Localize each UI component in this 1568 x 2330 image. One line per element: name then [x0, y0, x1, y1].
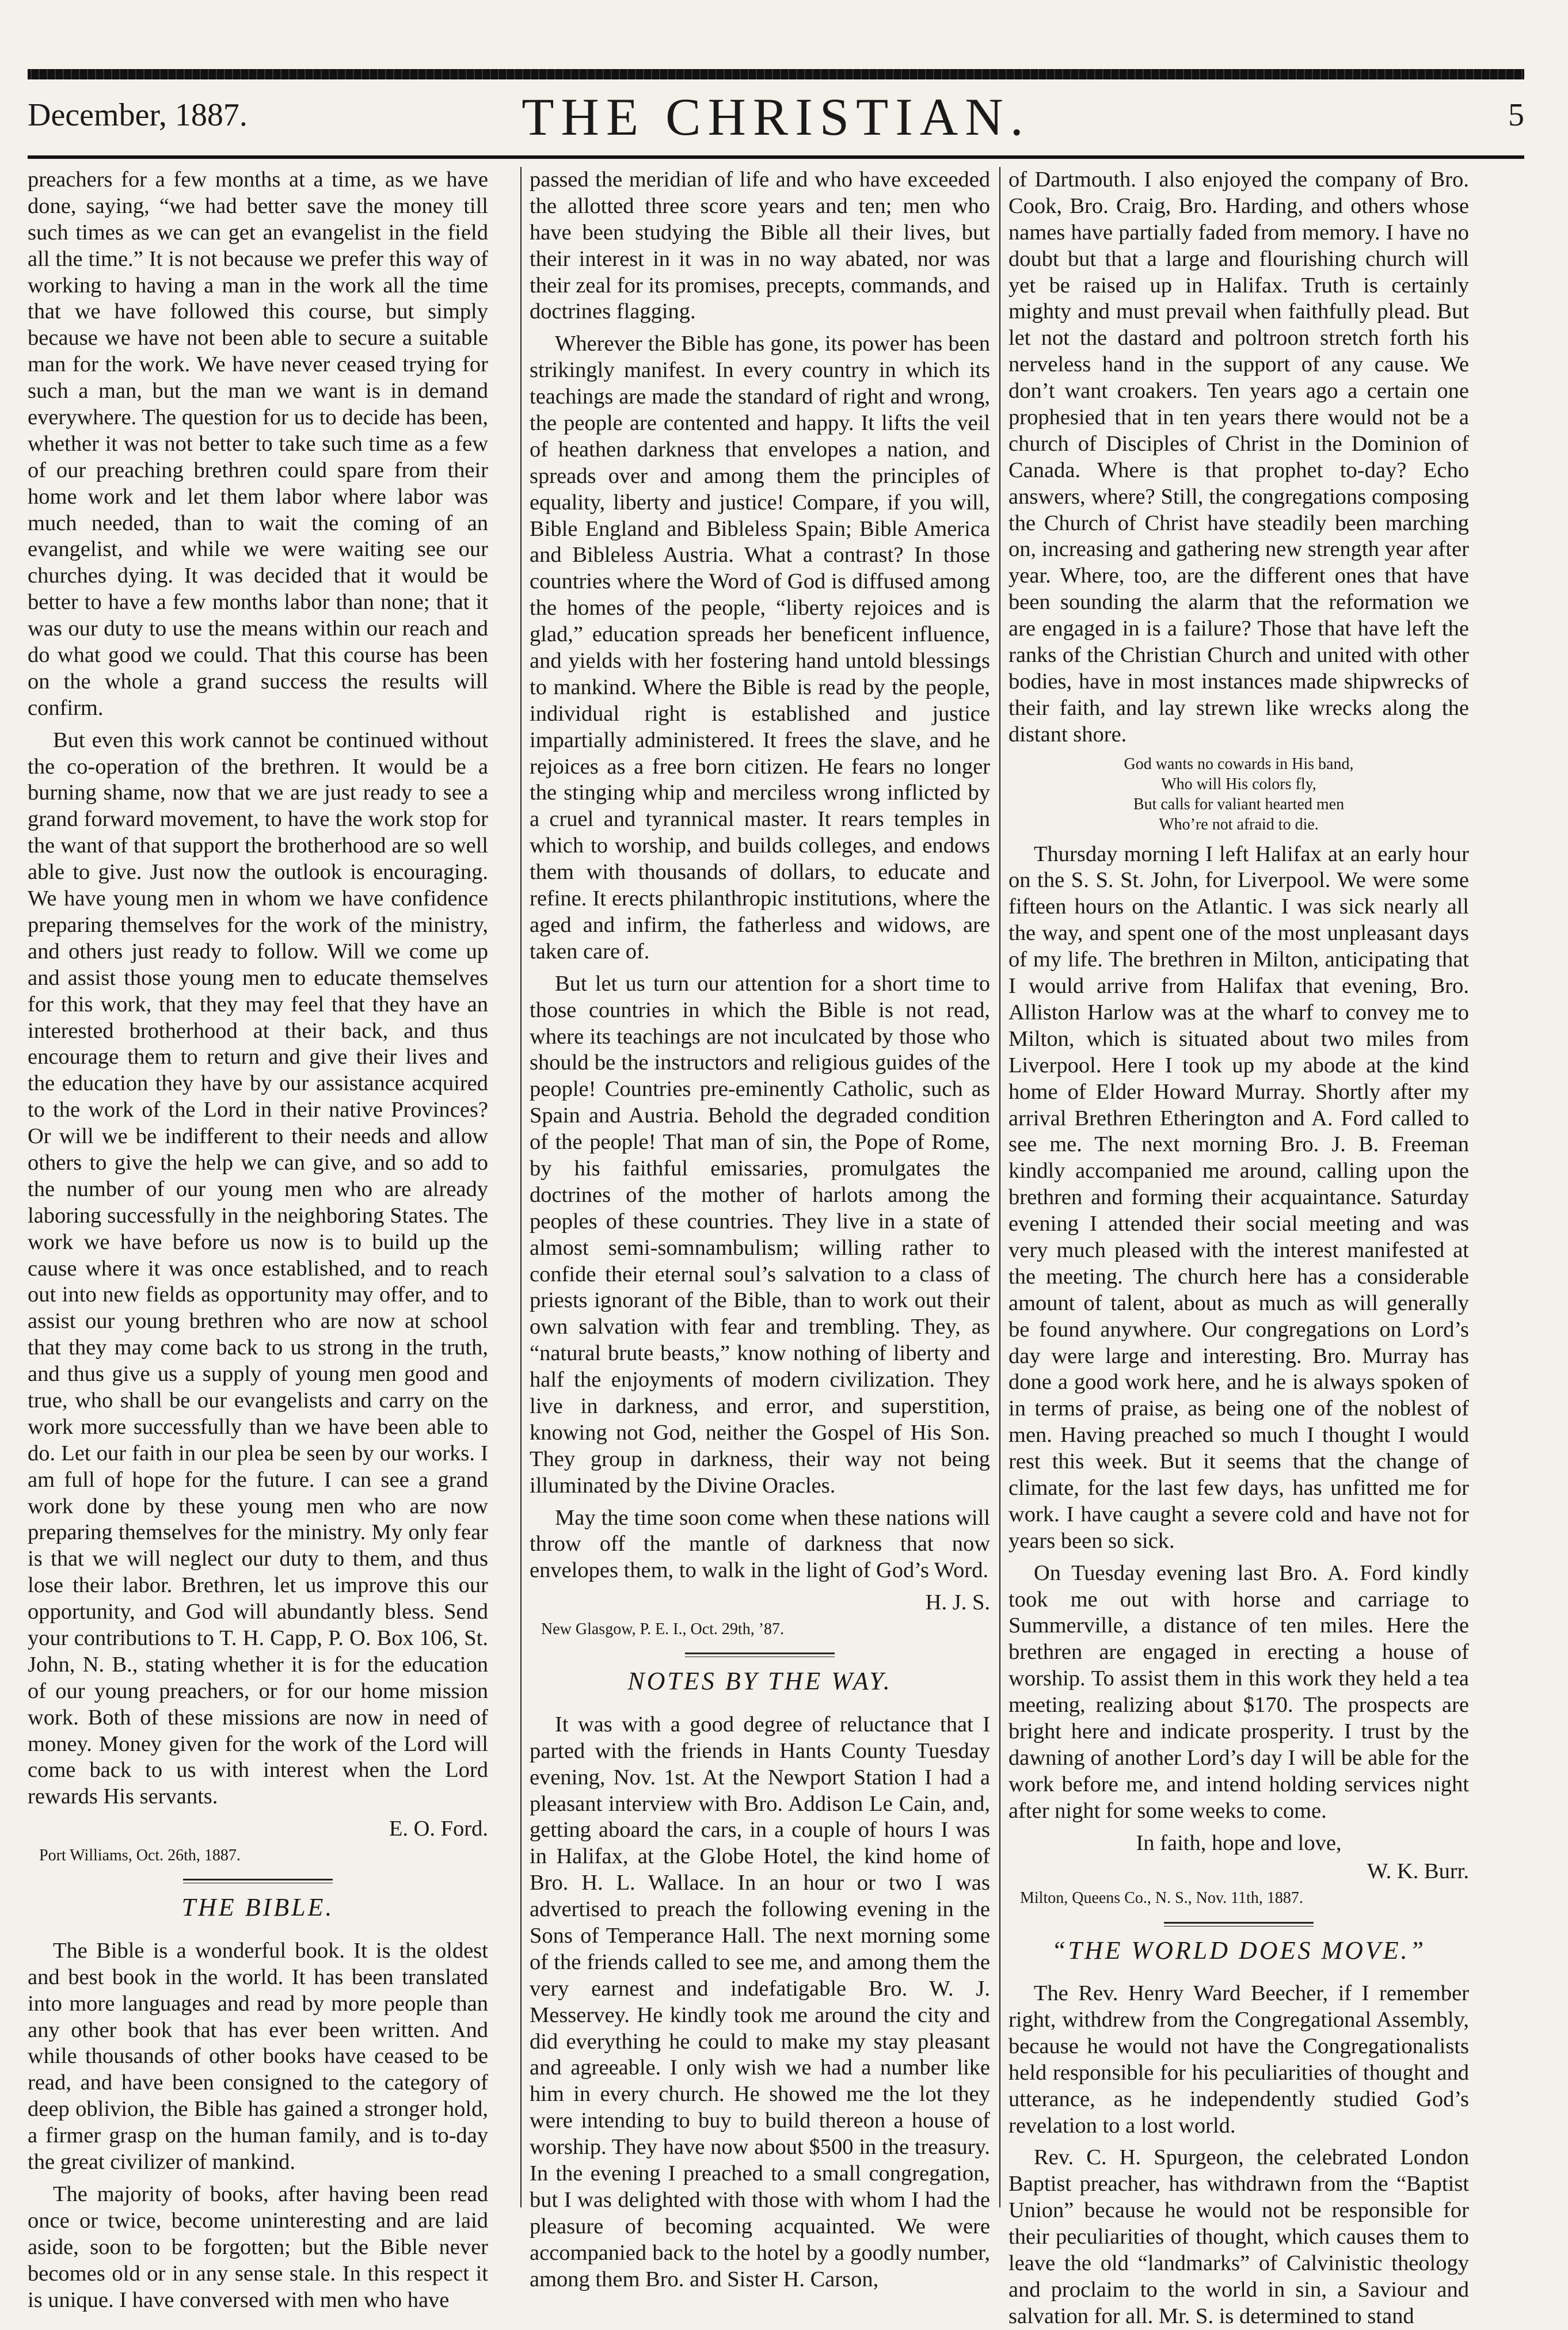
article-paragraph: The majority of books, after having been read once or twice, become uninteresting and are laid aside, soon to be forgotten; but the Bible never becomes old or in any sense stale. In this respect it is unique. I have conversed with men who have: [28, 2181, 488, 2312]
dateline: New Glasgow, P. E. I., Oct. 29th, ’87.: [541, 1620, 785, 1639]
author-initials: H. J. S.: [925, 1590, 990, 1615]
section-title: NOTES BY THE WAY.: [627, 1667, 892, 1696]
verse-line: Who will His colors fly,: [1161, 775, 1316, 793]
article-paragraph: passed the meridian of life and who have exceeded the allotted three score years and ten; men who have been studying the Bible all their lives, but their interest in it was in no way abated, nor was their zeal for its promises, precepts, commands, and doctrines flagging.: [530, 167, 990, 324]
header-date: December, 1887.: [28, 97, 248, 133]
header-rule: [28, 155, 1524, 159]
section-title: “THE WORLD DOES MOVE.”: [1051, 1936, 1426, 1964]
column-1: [28, 167, 488, 2312]
article-paragraph: Wherever the Bible has gone, its power has been strikingly manifest. In every country in which its teachings are made the standard of right and wrong, the people are contented and happy. It lifts the veil of heathen darkness that envelopes a nation, and spreads over and among them the principles of equality, liberty and justice! Compare, if you will, Bible England and Bibleless Spain; Bible America and Bibleless Austria. What a contrast? In those countries where the Word of God is diffused among the homes of the people, “liberty rejoices and is glad,” education spreads her beneficent influence, and yields with her fostering hand untold blessings to mankind. Where the Bible is read by the people, individual right is established and justice impartially administered. It frees the slave, and he rejoices as a free born citizen. He fears no longer the stinging whip and merciless wrong inflicted by a cruel and tyrannical master. It rears temples in which to worship, and builds colleges, and endows them with thousands of dollars, to educate and refine. It erects philanthropic institutions, where the aged and infirm, the fatherless and widows, are taken care of.: [530, 332, 990, 964]
verse-line: Who’re not afraid to die.: [1159, 815, 1319, 833]
article-paragraph: preachers for a few months at a time, as we have done, saying, “we had better save the money till such times as we can get an evangelist in the field all the time.” It is not because we prefer this way of working to having a man in the work all the time that we have followed this course, but simply because we have not been able to secure a suitable man for the work. We have never ceased trying for such a man, but the man we want is in demand everywhere. The question for us to decide has been, whether it was not better to take such time as a few of our preaching brethren could spare from their home work and let them labor where labor was much needed, than to wait the coming of an evangelist, and while we were waiting see our churches dying. It was decided that it would be better to have a few months labor than none; that it was our duty to use the means within our reach and do what good we could. That this course has been on the whole a grand success the results will confirm.: [28, 167, 488, 720]
article-paragraph: But let us turn our attention for a short time to those countries in which the Bible is not read, where its teachings are not inculcated by those who should be the instructors and religious guides of the people! Countries pre-eminently Catholic, such as Spain and Austria. Behold the degraded condition of the people! That man of sin, the Pope of Rome, by his faithful emissaries, promulgates the doctrines of the mother of harlots among the peoples of these countries. They live in a state of almost semi-somnambulism; willing rather to confide their eternal soul’s salvation to a class of priests ignorant of the Bible, than to work out their own salvation with fear and trembling. They, as “natural brute beasts,” know nothing of liberty and half the enjoyments of modern civilization. They live in darkness, and error, and superstition, knowing not God, neither the Gospel of His Son. They group in darkness, their way not being illuminated by the Divine Oracles.: [530, 971, 990, 1498]
article-paragraph: On Tuesday evening last Bro. A. Ford kindly took me out with horse and carriage to Summerville, a distance of ten miles. Here the brethren are engaged in erecting a house of worship. To assist them in this work they held a tea meeting, realizing about $170. The prospects are bright here and indicate prosperity. I trust by the dawning of another Lord’s day I will be able for the work before me, and intend holding services night after night for some weeks to come.: [1008, 1560, 1469, 1823]
verse-line: But calls for valiant hearted men: [1133, 795, 1345, 813]
article-paragraph: May the time soon come when these nations will throw off the mantle of darkness that now envelopes them, to walk in the light of God’s Word.: [530, 1505, 990, 1583]
article-paragraph: Thursday morning I left Halifax at an early hour on the S. S. St. John, for Liverpool. We were some fifteen hours on the Atlantic. I was sick nearly all the way, and spent one of the most unpleasant days of my life. The brethren in Milton, anticipating that I would arrive from Halifax that evening, Bro. Alliston Harlow was at the wharf to convey me to Milton, which is situated about two miles from Liverpool. Here I took up my abode at the kind home of Elder Howard Murray. Shortly after my arrival Brethren Etherington and A. Ford called to see me. The next morning Bro. J. B. Freeman kindly accompanied me around, calling upon the brethren and forming their acquaintance. Saturday evening I attended their social meeting and was very much pleased with the interest manifested at the meeting. The church here has a considerable amount of talent, about as much as will generally be found anywhere. Our congregations on Lord’s day were large and interesting. Bro. Murray has done a good work here, and he is always spoken of in terms of praise, as being one of the noblest of men. Having preached so much I thought I would rest this week. But it seems that the change of climate, for the last few days, has unfitted me for work. I have caught a severe cold and have not for years been so sick.: [1008, 842, 1469, 1553]
publication-title: THE CHRISTIAN.: [522, 87, 1030, 146]
article-paragraph: The Bible is a wonderful book. It is the oldest and best book in the world. It has been translated into more languages and read by more people than any other book that has ever been written. And while thousands of other books have ceased to be read, and have been consigned to the category of deep oblivion, the Bible has gained a stronger hold, a firmer grasp on the human family, and is to-day the great civilizer of mankind.: [28, 1938, 488, 2175]
author-signature: W. K. Burr.: [1367, 1859, 1469, 1884]
column-3: [1008, 167, 1469, 2328]
column-divider: [999, 167, 1000, 2207]
column-2: [530, 167, 990, 2291]
section-rule: [183, 1879, 333, 1883]
article-paragraph: The Rev. Henry Ward Beecher, if I remember right, withdrew from the Congregational Assembly, because he would not have the Congregationalists held responsible for his peculiarities of thought and utterance, as he independently studied God’s revelation to a lost world.: [1008, 1981, 1469, 2138]
article-paragraph: Rev. C. H. Spurgeon, the celebrated London Baptist preacher, has withdrawn from the “Baptist Union” because he would not be responsible for their peculiarities of thought, which causes them to leave the old “landmarks” of Calvinistic theology and proclaim to the world in sin, a Saviour and salvation for all. Mr. S. is determined to stand: [1008, 2145, 1469, 2328]
closing-line: In faith, hope and love,: [1136, 1830, 1342, 1855]
masthead-rule: [28, 69, 1524, 79]
page-header: [28, 86, 1524, 150]
dateline: Port Williams, Oct. 26th, 1887.: [39, 1847, 241, 1865]
verse-line: God wants no cowards in His band,: [1124, 755, 1354, 773]
page-number: 5: [1508, 97, 1524, 133]
column-divider: [520, 167, 522, 2207]
author-signature: E. O. Ford.: [389, 1817, 488, 1841]
dateline: Milton, Queens Co., N. S., Nov. 11th, 1887.: [1020, 1889, 1303, 1908]
section-rule: [685, 1653, 835, 1657]
article-paragraph: of Dartmouth. I also enjoyed the company of Bro. Cook, Bro. Craig, Bro. Harding, and others whose names have partially faded from memory. I have no doubt but that a large and flourishing church will yet be raised up in Halifax. Truth is certainly mighty and must prevail when faithfully plead. But let not the dastard and poltroon stretch forth his nerveless hand in the support of any cause. We don’t want croakers. Ten years ago a certain one prophesied that in ten years there would not be a church of Disciples of Christ in the Dominion of Canada. Where is that prophet to-day? Echo answers, where? Still, the congregations composing the Church of Christ have steadily been marching on, increasing and gathering new strength year after year. Where, too, are the different ones that have been sounding the alarm that the reformation we are engaged in is a failure? Those that have left the ranks of the Christian Church and united with other bodies, have in most instances made shipwrecks of their faith, and lay strewn like wrecks along the distant shore.: [1008, 167, 1469, 747]
section-title: THE BIBLE.: [181, 1893, 334, 1922]
article-paragraph: It was with a good degree of reluctance that I parted with the friends in Hants County Tuesday evening, Nov. 1st. At the Newport Station I had a pleasant interview with Bro. Addison Le Cain, and, getting aboard the cars, in a couple of hours I was in Halifax, at the Globe Hotel, the kind home of Bro. H. L. Wallace. In an hour or two I was advertised to preach the following evening in the Sons of Temperance Hall. The next morning some of the friends called to see me, and among them the very earnest and indefatigable Bro. W. J. Messervey. He kindly took me around the city and did everything he could to make my stay pleasant and agreeable. I only wish we had a number like him in every church. He showed me the lot they were intending to buy to build thereon a house of worship. They have now about $500 in the treasury. In the evening I preached to a small congregation, but I was delighted with those with whom I had the pleasure of becoming acquainted. We were accompanied back to the hotel by a goodly number, among them Bro. and Sister H. Carson,: [530, 1712, 990, 2291]
article-paragraph: But even this work cannot be continued without the co-operation of the brethren. It would be a burning shame, now that we are just ready to see a grand forward movement, to have the work stop for the want of that support the brotherhood are so well able to give. Just now the outlook is encouraging. We have young men in whom we have confidence preparing themselves for the work of the ministry, and others just ready to follow. Will we come up and assist those young men to educate themselves for this work, that they may feel that they have an interested brotherhood at their back, and thus encourage them to return and give their lives and the education they have by our assistance acquired to the work of the Lord in their native Provinces? Or will we be indifferent to their needs and allow others to give the help we can give, and so add to the number of our young men who are already laboring successfully in the neighboring States. The work we have before us now is to build up the cause where it was once established, and to reach out into new fields as opportunity may offer, and to assist our young brethren who are now at school that they may come back to us strong in the truth, and thus give us a supply of young men good and true, who shall be our evangelists and carry on the work more successfully than we have been able to do. Let our faith in our plea be seen by our works. I am full of hope for the future. I can see a grand work done by these young men who are now preparing themselves for the ministry. My only fear is that we will neglect our duty to them, and thus lose their labor. Brethren, let us improve this our opportunity, and God will abundantly bless. Send your contributions to T. H. Capp, P. O. Box 106, St. John, N. B., stating whether it is for the education of our young preachers, or for our home mission work. Both of these missions are now in need of money. Money given for the work of the Lord will come back to us with interest when the Lord rewards His servants.: [28, 728, 488, 1809]
verse-block: [1008, 754, 1469, 835]
section-rule: [1164, 1922, 1314, 1927]
